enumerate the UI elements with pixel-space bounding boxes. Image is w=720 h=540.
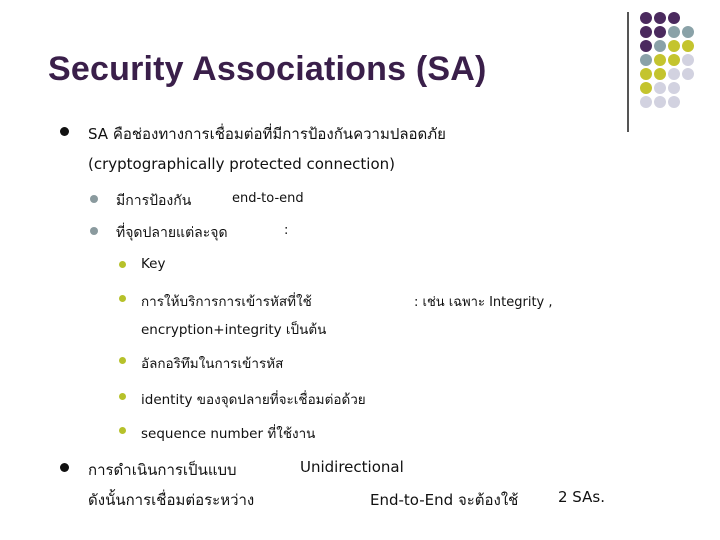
end-to-end-text: end-to-end bbox=[232, 191, 304, 206]
bullet-icon bbox=[60, 127, 69, 136]
decor-dot bbox=[654, 54, 666, 66]
end-to-end-requirement: End-to-End จะต้องใช้ bbox=[370, 491, 519, 509]
decor-dot bbox=[668, 82, 680, 94]
two-sas-text: 2 SAs. bbox=[558, 488, 605, 506]
sequence-number-item: sequence number ที่ใช้งาน bbox=[141, 426, 316, 442]
unidirectional-text: Unidirectional bbox=[300, 458, 404, 476]
sa-definition-text: SA คือช่องทางการเชื่อมต่อที่มีการป้องกันความปลอดภัย bbox=[88, 125, 446, 143]
decor-dot bbox=[682, 40, 694, 52]
bullet-icon bbox=[60, 463, 69, 472]
decor-dot bbox=[682, 68, 694, 80]
decor-dot bbox=[682, 54, 694, 66]
encryption-service-continued: encryption+integrity เป็นต้น bbox=[141, 322, 327, 338]
decor-dot bbox=[668, 26, 680, 38]
decor-dot bbox=[654, 82, 666, 94]
decor-dot bbox=[668, 54, 680, 66]
decor-dot bbox=[640, 54, 652, 66]
connection-text: ดังนั้นการเชื่อมต่อระหว่าง bbox=[88, 491, 255, 509]
decor-dot bbox=[640, 68, 652, 80]
endpoint-text: ที่จุดปลายแต่ละจุด bbox=[116, 225, 228, 241]
sa-definition-continued: (cryptographically protected connection) bbox=[88, 155, 396, 173]
operation-text: การดำเนินการเป็นแบบ bbox=[88, 461, 237, 479]
endpoint-colon: : bbox=[284, 223, 289, 238]
decor-dot bbox=[640, 26, 652, 38]
slide-title: Security Associations (SA) bbox=[48, 50, 487, 88]
bullet-icon bbox=[119, 261, 126, 268]
key-item: Key bbox=[141, 256, 166, 272]
decor-dot bbox=[654, 96, 666, 108]
bullet-icon bbox=[119, 427, 126, 434]
bullet-icon bbox=[90, 227, 98, 235]
decor-dot bbox=[654, 40, 666, 52]
decor-dot bbox=[668, 40, 680, 52]
decor-dot bbox=[640, 82, 652, 94]
decor-dot bbox=[640, 12, 652, 24]
algorithm-item: อัลกอริทึมในการเข้ารหัส bbox=[141, 356, 284, 372]
decor-dot bbox=[640, 96, 652, 108]
encryption-service-example: : เช่น เฉพาะ Integrity , bbox=[414, 295, 553, 310]
decor-dot bbox=[640, 40, 652, 52]
decor-dot bbox=[654, 68, 666, 80]
bullet-icon bbox=[119, 393, 126, 400]
decor-dot bbox=[654, 26, 666, 38]
decor-dot bbox=[682, 26, 694, 38]
decor-dot bbox=[668, 96, 680, 108]
bullet-icon bbox=[90, 195, 98, 203]
decor-dot bbox=[668, 12, 680, 24]
protection-text: มีการป้องกัน bbox=[116, 193, 192, 209]
bullet-icon bbox=[119, 295, 126, 302]
title-divider-line bbox=[627, 12, 629, 132]
bullet-icon bbox=[119, 357, 126, 364]
identity-item: identity ของจุดปลายที่จะเชื่อมต่อด้วย bbox=[141, 392, 366, 408]
decor-dot bbox=[668, 68, 680, 80]
decor-dot bbox=[654, 12, 666, 24]
encryption-service-item: การให้บริการการเข้ารหัสที่ใช้ bbox=[141, 294, 312, 310]
